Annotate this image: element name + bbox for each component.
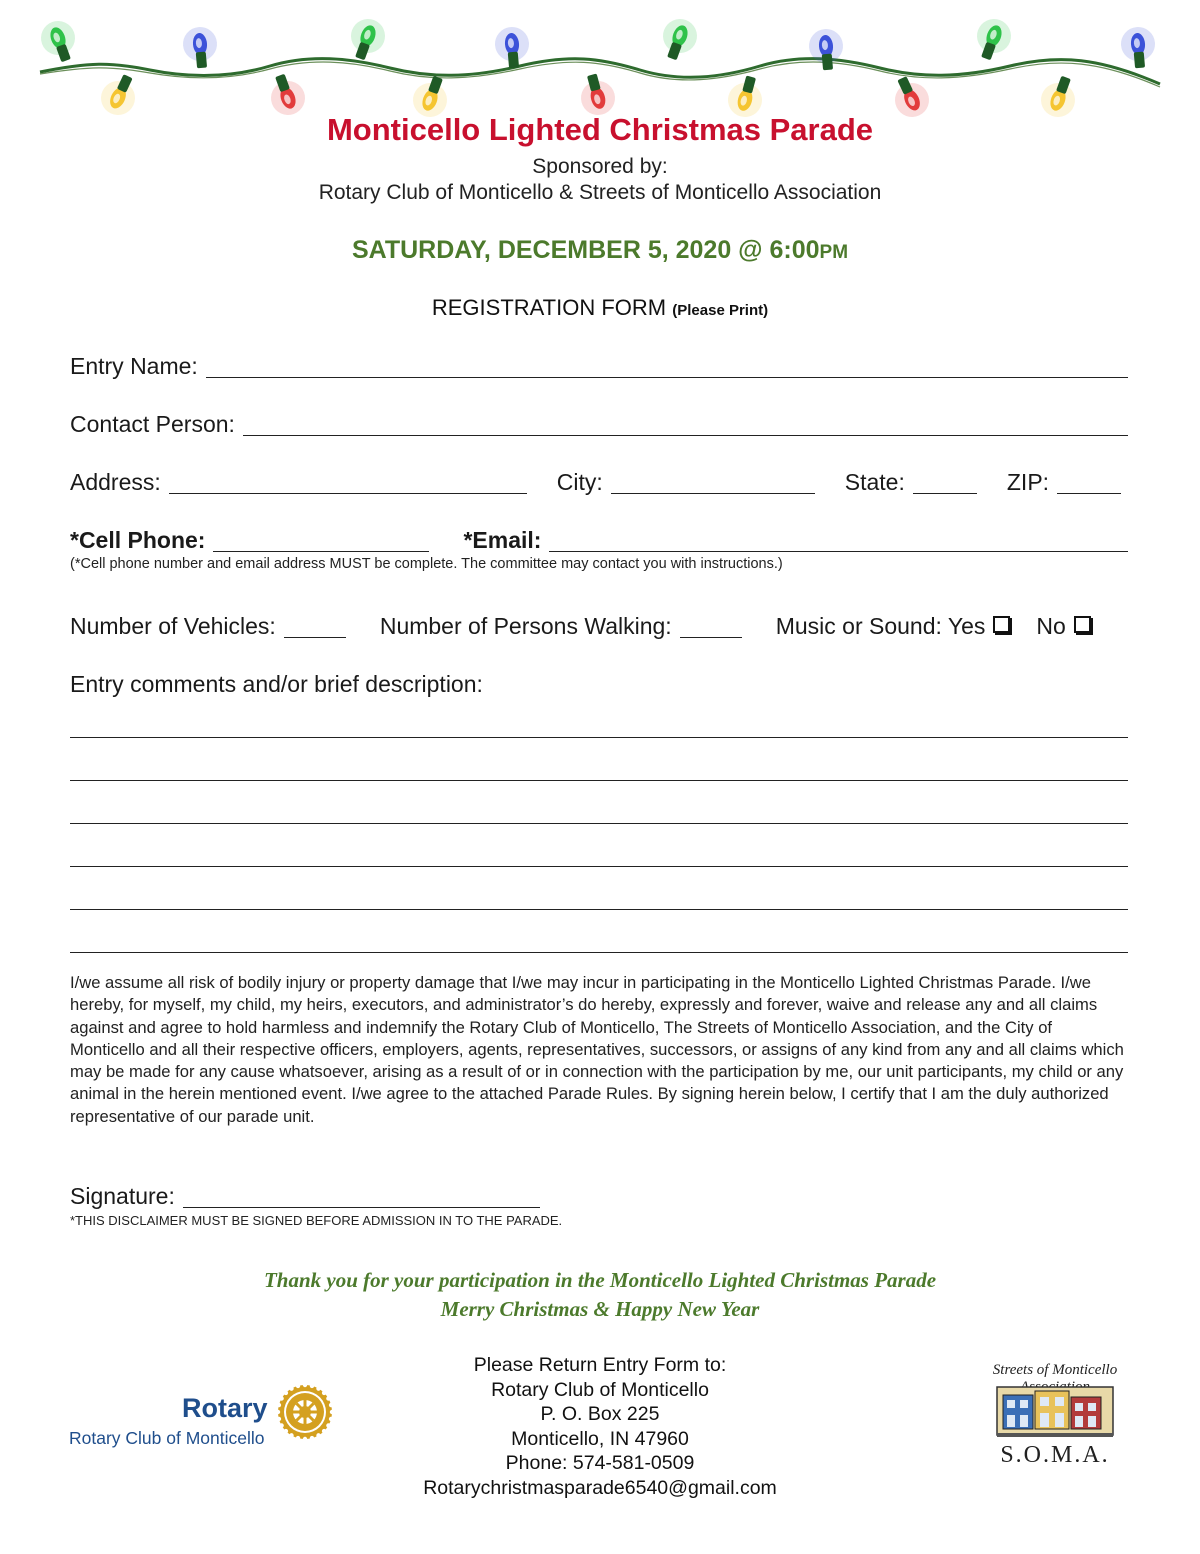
return-heading: Please Return Entry Form to: [473,1354,727,1376]
signature-row [70,1180,540,1210]
parade-title: Monticello Lighted Christmas Parade [326,112,874,147]
entry-name-label: Entry Name: [70,353,198,379]
address-row [70,466,1128,496]
rotary-wheel-icon [276,1383,334,1441]
vehicles-field[interactable] [284,615,346,638]
zip-field[interactable] [1057,471,1121,494]
cell-phone-field[interactable] [213,529,429,552]
comments-row [70,668,1128,698]
walking-field[interactable] [680,615,742,638]
contact-person-label: Contact Person: [70,411,235,437]
event-date-text: SATURDAY, DECEMBER 5, 2020 @ 6:00 [351,236,820,264]
comment-line-5[interactable] [70,909,1128,910]
address-field[interactable] [169,471,527,494]
entry-name-field[interactable] [206,355,1128,378]
form-title-text: REGISTRATION FORM [431,295,667,320]
soma-logo-abbr: S.O.M.A. [1000,1442,1110,1468]
contact-person-row [70,408,1128,438]
entry-name-row [70,350,1128,380]
comment-line-1[interactable] [70,737,1128,738]
return-email: Rotarychristmasparade6540@gmail.com [423,1476,777,1499]
rotary-logo-sub: Rotary Club of Monticello [69,1428,265,1448]
city-field[interactable] [611,471,815,494]
thanks-line-1: Thank you for your participation in the Monticello Lighted Christmas Parade [263,1268,937,1292]
email-label: *Email: [463,527,542,553]
phone-email-row [70,524,1128,554]
walking-label: Number of Persons Walking: [379,613,672,639]
cell-phone-label: *Cell Phone: [70,527,206,553]
state-label: State: [844,469,905,495]
comments-label: Entry comments and/or brief description: [70,671,483,697]
contact-note: (*Cell phone number and email address MUST be complete. The committee may contact you with instructions.) [70,556,783,572]
sponsors-text: Rotary Club of Monticello & Streets of Monticello Association [318,181,882,204]
sponsored-by-label: Sponsored by: [532,155,668,178]
comment-line-6[interactable] [70,952,1128,953]
soma-storefront-icon [995,1383,1115,1441]
light-bulb-icon [656,14,702,64]
return-box: P. O. Box 225 [540,1403,660,1426]
christmas-lights-garland [0,0,1200,125]
soma-logo-title: Streets of Monticello [992,1362,1118,1378]
return-address [380,1353,820,1501]
light-bulb-icon [494,26,531,70]
music-yes-checkbox[interactable] [993,616,1010,633]
form-title-note: (Please Print) [672,302,769,319]
city-label: City: [556,469,603,495]
comment-line-2[interactable] [70,780,1128,781]
signature-field[interactable] [183,1185,540,1208]
return-phone: Phone: 574-581-0509 [505,1452,695,1475]
event-date [0,236,1200,265]
music-no-checkbox[interactable] [1074,616,1091,633]
email-field[interactable] [549,529,1128,552]
event-date-suffix: PM [819,242,849,263]
return-org: Rotary Club of Monticello [491,1378,709,1401]
comment-line-3[interactable] [70,823,1128,824]
vehicles-label: Number of Vehicles: [70,613,276,639]
participation-row [70,610,1128,640]
address-label: Address: [70,469,161,495]
light-bulb-icon [1120,26,1157,70]
state-field[interactable] [913,471,977,494]
music-no-label: No [1036,613,1066,639]
signature-label: Signature: [70,1183,175,1209]
return-city: Monticello, IN 47960 [511,1427,689,1450]
signature-warning: *THIS DISCLAIMER MUST BE SIGNED BEFORE ADMISSION IN TO THE PARADE. [70,1213,563,1228]
music-yes-label: Music or Sound: Yes [775,613,986,639]
light-bulb-icon [36,16,82,66]
light-bulb-icon [808,28,845,72]
light-bulb-icon [970,14,1016,64]
comment-line-4[interactable] [70,866,1128,867]
form-title [0,295,1200,321]
zip-label: ZIP: [1006,469,1050,495]
light-bulb-icon [344,14,390,64]
liability-disclaimer: I/we assume all risk of bodily injury or property damage that I/we may incur in participating in the Monticello Lighted Christmas Parade. I/we hereby, for myself, my child, my heirs, executors, and administrator’s do hereby, expressly and forever, waive and release any and all claims against and agree to hold harmless and indemnify the Rotary Club of Monticello, The Streets of Monticello Association, and the City of Monticello and all their respective officers, employers, agents, representatives, successors, or assigns of any kind from any and all claims which may be made for any cause whatsoever, arising as a result of or in connection with the participation by me, our unit participants, my child or any animal in the herein mentioned event. I/we agree to the attached Parade Rules. By signing herein below, I certify that I am the duly authorized representative of our parade unit. [70,973,1124,1126]
contact-person-field[interactable] [243,413,1128,436]
thanks-line-2: Merry Christmas & Happy New Year [440,1297,760,1321]
light-bulb-icon [182,26,219,70]
rotary-logo-word: Rotary [182,1393,268,1423]
